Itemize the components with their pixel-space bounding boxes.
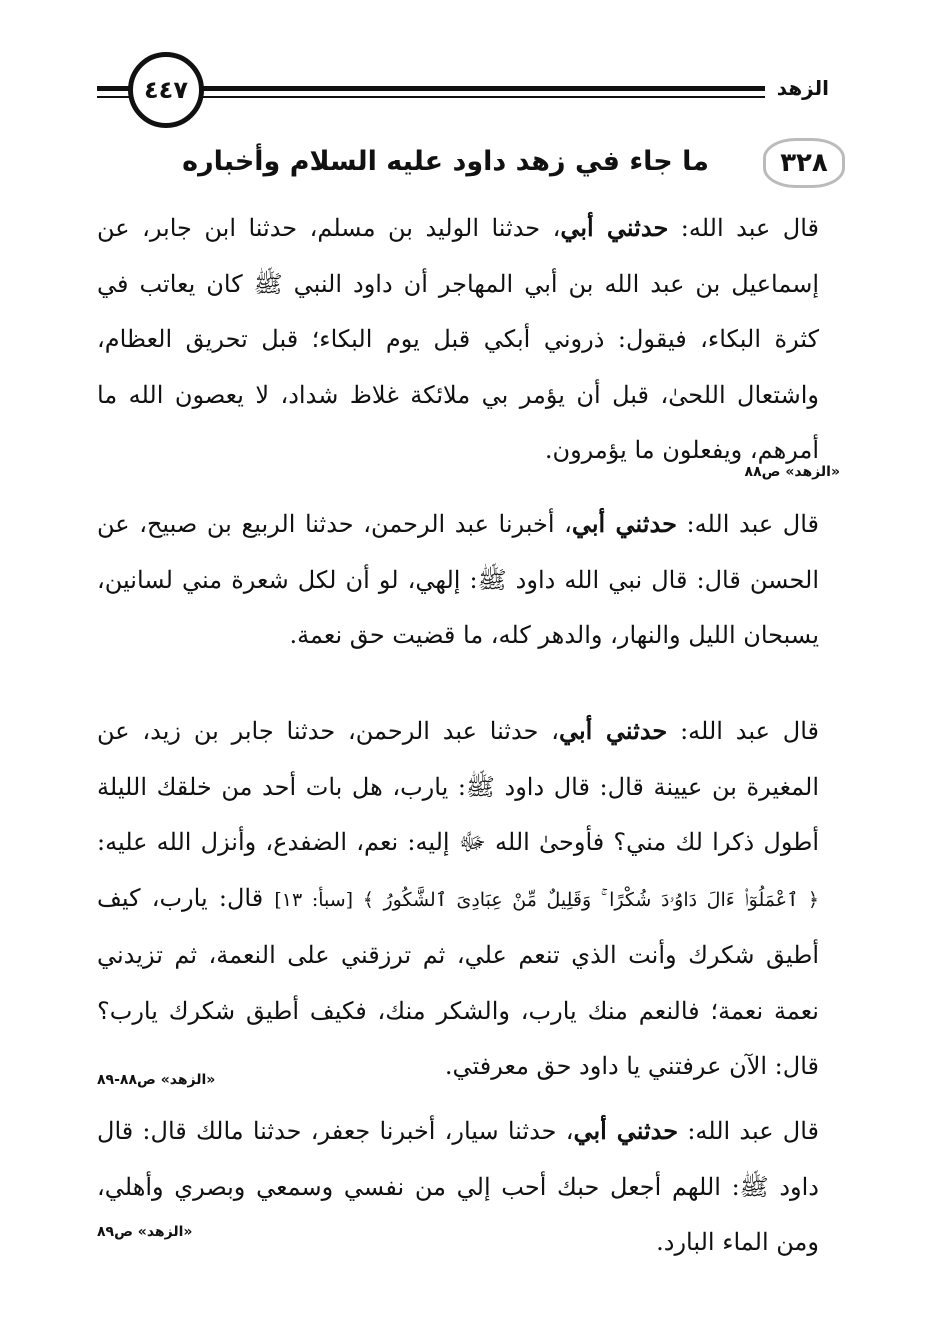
quran-verse: ﴿ ٱعْمَلُوٓا۟ ءَالَ دَاوُۥدَ شُكْرًا ۚ وَقَلِيلٌ مِّنْ عِبَادِىَ ٱلشَّكُورُ ﴾ [سبأ: ١٣] (274, 888, 819, 911)
narration-lead: حدثني أبي (573, 1116, 679, 1145)
source-reference: «الزهد» ص٨٨-٨٩ (97, 1072, 216, 1088)
narration-intro: قال عبد الله: (676, 510, 819, 538)
narration-lead: حدثني أبي (560, 213, 669, 242)
narration-text: ، أخبرنا عبد الرحمن، حدثنا الربيع بن صبيح، عن الحسن قال: قال نبي الله داود ﷺ: إلهي، لو أن لكل شعرة مني لسانين، يسبحان الليل والنهار، والدهر كله، ما قضيت حق نعمة. (97, 510, 820, 649)
narration-intro: قال عبد الله: (678, 1117, 819, 1145)
chapter-number: ٣٢٨ (780, 148, 828, 178)
chapter-number-badge (763, 138, 845, 188)
page-number: ٤٤٧ (128, 52, 204, 128)
narration-lead: حدثني أبي (559, 716, 668, 745)
header-rule-thin (97, 96, 837, 98)
narration-text: ، حدثنا سيار، أخبرنا جعفر، حدثنا مالك قال: قال داود ﷺ: اللهم أجعل حبك أحب إلي من نفسي وسمعي وبصري وأهلي، ومن الماء البارد. (97, 1117, 819, 1256)
narration-text: قال: يارب، كيف أطيق شكرك وأنت الذي تنعم علي، ثم ترزقني على النعمة، ثم تزيدني نعمة نعمة؛ فالنعم منك يارب، والشكر منك، فكيف أطيق شكرك يارب؟ قال: الآن عرفتني يا داود حق معرفتي. (97, 883, 819, 1080)
source-reference: «الزهد» ص٨٩ (97, 1224, 193, 1240)
running-header-section: الزهد (765, 74, 839, 102)
narration-2 (97, 496, 819, 664)
narration-intro: قال عبد الله: (667, 717, 819, 745)
narration-3 (97, 703, 819, 1095)
narration-1 (97, 200, 819, 479)
narration-intro: قال عبد الله: (668, 214, 819, 242)
narration-text: ، حدثنا الوليد بن مسلم، حدثنا ابن جابر، عن إسماعيل بن عبد الله بن أبي المهاجر أن داود النبي ﷺ كان يعاتب في كثرة البكاء، فيقول: ذروني أبكي قبل يوم البكاء؛ قبل تحريق العظام، واشتعال اللحىٰ، قبل أن يؤمر بي ملائكة غلاظ شداد، لا يعصون الله ما أمرهم، ويفعلون ما يؤمرون. (97, 214, 819, 464)
chapter-title: ما جاء في زهد داود عليه السلام وأخباره (182, 146, 709, 177)
header-rule-thick (97, 86, 837, 91)
narration-text: ، حدثنا عبد الرحمن، حدثنا جابر بن زيد، عن المغيرة بن عيينة قال: قال داود ﷺ: يارب، هل بات أحد من خلقك الليلة أطول ذكرا لك مني؟ فأوحىٰ الله ﷻ إليه: نعم، الضفدع، وأنزل الله عليه: (97, 717, 819, 856)
narration-lead: حدثني أبي (571, 509, 677, 538)
narration-4 (97, 1103, 819, 1271)
source-reference: «الزهد» ص٨٨ (744, 464, 840, 480)
